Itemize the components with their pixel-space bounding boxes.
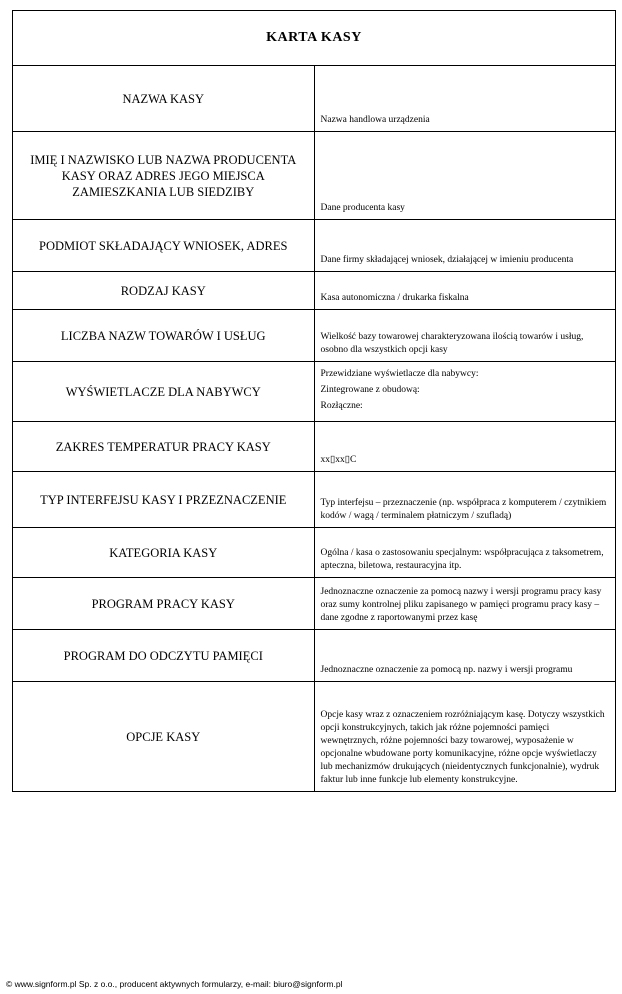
- field-value[interactable]: Ogólna / kasa o zastosowaniu specjalnym: współpracująca z taksometrem, apteczna, biletowa, restauracyjna itp.: [314, 528, 616, 578]
- field-value[interactable]: Jednoznaczne oznaczenie za pomocą nazwy i wersji programu pracy kasy oraz sumy kontrolnej pliku zapisanego w pamięci programu pracy kasy – dane zgodne z raportowanymi przez kasę: [314, 578, 616, 630]
- row-opcje-kasy: [13, 682, 616, 792]
- row-rodzaj-kasy: [13, 272, 616, 310]
- row-wyswietlacze: [13, 362, 616, 422]
- field-value[interactable]: Wielkość bazy towarowej charakteryzowana ilością towarów i usług, osobno dla wszystkich opcji kasy: [314, 310, 616, 362]
- page-title: KARTA KASY: [13, 11, 616, 66]
- field-label: WYŚWIETLACZE DLA NABYWCY: [13, 362, 315, 422]
- field-label: IMIĘ I NAZWISKO LUB NAZWA PRODUCENTA KASY ORAZ ADRES JEGO MIEJSCA ZAMIESZKANIA LUB SIEDZIBY: [13, 132, 315, 220]
- row-zakres-temperatur: [13, 422, 616, 472]
- field-value[interactable]: Nazwa handlowa urządzenia: [314, 66, 616, 132]
- field-value[interactable]: Jednoznaczne oznaczenie za pomocą np. nazwy i wersji programu: [314, 630, 616, 682]
- field-value[interactable]: xx▯xx▯C: [314, 422, 616, 472]
- field-label: PODMIOT SKŁADAJĄCY WNIOSEK, ADRES: [13, 220, 315, 272]
- field-label: LICZBA NAZW TOWARÓW I USŁUG: [13, 310, 315, 362]
- field-label: NAZWA KASY: [13, 66, 315, 132]
- field-value[interactable]: Opcje kasy wraz z oznaczeniem rozróżniającym kasę. Dotyczy wszystkich opcji konstrukcyjnych, takich jak różne pojemności pamięci wewnętrznych, różne pojemności bazy towarowej, wyposażenie w opcjonalne wbudowane porty komunikacyjne, różne opcje wyświetlaczy lub mechanizmów drukujących (nieidentycznych funkcjonalnie), wydruk faktur lub inne funkcje lub elementy konstrukcyjne.: [314, 682, 616, 792]
- row-podmiot: [13, 220, 616, 272]
- field-label: ZAKRES TEMPERATUR PRACY KASY: [13, 422, 315, 472]
- row-nazwa-kasy: [13, 66, 616, 132]
- field-label: PROGRAM DO ODCZYTU PAMIĘCI: [13, 630, 315, 682]
- field-value[interactable]: Kasa autonomiczna / drukarka fiskalna: [314, 272, 616, 310]
- field-label: PROGRAM PRACY KASY: [13, 578, 315, 630]
- field-value[interactable]: Dane producenta kasy: [314, 132, 616, 220]
- footer-copyright: © www.signform.pl Sp. z o.o., producent aktywnych formularzy, e-mail: biuro@signform.pl: [6, 979, 343, 989]
- row-program-odczytu: [13, 630, 616, 682]
- field-label: KATEGORIA KASY: [13, 528, 315, 578]
- row-liczba-nazw: [13, 310, 616, 362]
- field-value[interactable]: Przewidziane wyświetlacze dla nabywcy: Zintegrowane z obudową: Rozłączne:: [314, 362, 616, 422]
- row-program-pracy: [13, 578, 616, 630]
- form-table: [12, 10, 616, 792]
- field-value[interactable]: Dane firmy składającej wniosek, działającej w imieniu producenta: [314, 220, 616, 272]
- field-label: TYP INTERFEJSU KASY I PRZEZNACZENIE: [13, 472, 315, 528]
- row-typ-interfejsu: [13, 472, 616, 528]
- field-label: OPCJE KASY: [13, 682, 315, 792]
- field-label: RODZAJ KASY: [13, 272, 315, 310]
- field-value[interactable]: Typ interfejsu – przeznaczenie (np. współpraca z komputerem / czytnikiem kodów / wagą / terminalem płatniczym / szufladą): [314, 472, 616, 528]
- title-row: [13, 11, 616, 66]
- row-kategoria: [13, 528, 616, 578]
- row-producent: [13, 132, 616, 220]
